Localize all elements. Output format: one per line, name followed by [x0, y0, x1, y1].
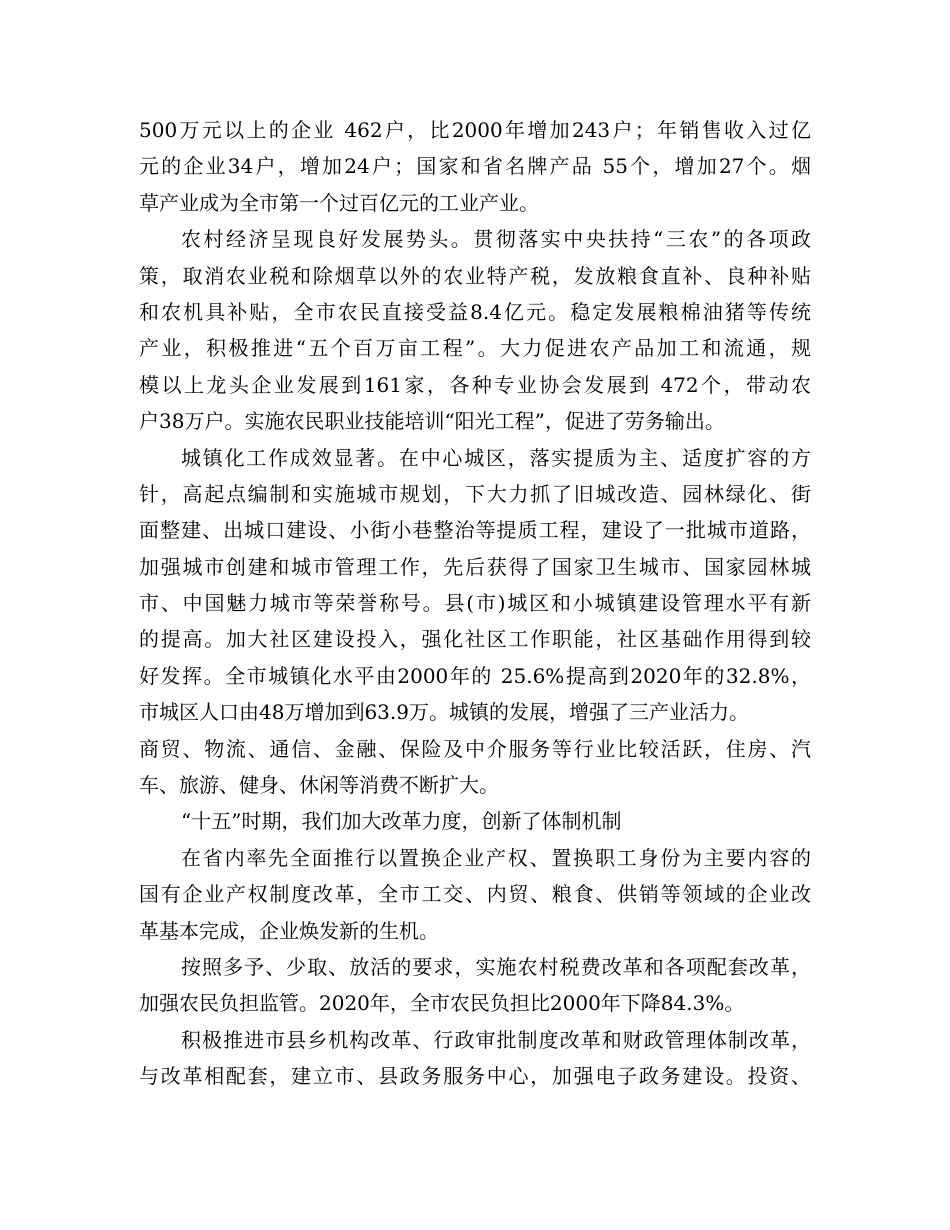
- text-line: 元的企业34户，增加24户；国家和省名牌产品 55个，增加27个。烟: [139, 154, 811, 179]
- text-line: 户38万户。实施农民职业技能培训“阳光工程”，促进了劳务输出。: [139, 409, 725, 434]
- text-line: 加强农民负担监管。2020年，全市农民负担比2000年下降84.3%。: [139, 991, 745, 1016]
- text-line: 模以上龙头企业发展到161家，各种专业协会发展到 472个，带动农: [139, 372, 811, 397]
- text-line: 在省内率先全面推行以置换企业产权、置换职工身份为主要内容的: [181, 845, 811, 870]
- text-line: 500万元以上的企业 462户，比2000年增加243户；年销售收入过亿: [139, 118, 811, 142]
- text-line: 商贸、物流、通信、金融、保险及中介服务等行业比较活跃，住房、汽: [139, 736, 811, 761]
- text-line: 针，高起点编制和实施城市规划，下大力抓了旧城改造、园林绿化、街: [139, 481, 811, 506]
- text-line: 好发挥。全市城镇化水平由2000年的 25.6%提高到2020年的32.8%，: [139, 663, 811, 688]
- text-line: 面整建、出城口建设、小街小巷整治等提质工程，建设了一批城市道路，: [139, 518, 811, 543]
- document-page: [139, 112, 811, 1095]
- text-line: 的提高。加大社区建设投入，强化社区工作职能，社区基础作用得到较: [139, 627, 811, 652]
- text-line: 积极推进市县乡机构改革、行政审批制度改革和财政管理体制改革，: [181, 1027, 811, 1052]
- text-line: 市城区人口由48万增加到63.9万。城镇的发展，增强了三产业活力。: [139, 700, 749, 725]
- text-line: 与改革相配套，建立市、县政务服务中心，加强电子政务建设。投资、: [139, 1064, 811, 1089]
- text-line: 产业，积极推进“五个百万亩工程”。大力促进农产品加工和流通，规: [139, 336, 811, 361]
- text-line: 农村经济呈现良好发展势头。贯彻落实中央扶持“三农”的各项政: [181, 227, 811, 252]
- text-line: 加强城市创建和城市管理工作，先后获得了国家卫生城市、国家园林城: [139, 554, 811, 579]
- text-line: 和农机具补贴，全市农民直接受益8.4亿元。稳定发展粮棉油猪等传统: [139, 299, 811, 324]
- text-line: 按照多予、少取、放活的要求，实施农村税费改革和各项配套改革，: [181, 954, 811, 979]
- text-line: 市、中国魅力城市等荣誉称号。县(市)城区和小城镇建设管理水平有新: [139, 591, 811, 616]
- text-line: 革基本完成，企业焕发新的生机。: [139, 918, 439, 943]
- text-line: 策，取消农业税和除烟草以外的农业特产税，发放粮食直补、良种补贴: [139, 263, 811, 288]
- text-line: 城镇化工作成效显著。在中心城区，落实提质为主、适度扩容的方: [181, 445, 811, 470]
- text-line: 车、旅游、健身、休闲等消费不断扩大。: [139, 773, 499, 798]
- text-line: 草产业成为全市第一个过百亿元的工业产业。: [139, 190, 539, 215]
- section-heading: “十五”时期，我们加大改革力度，创新了体制机制: [181, 809, 622, 834]
- text-line: 国有企业产权制度改革，全市工交、内贸、粮食、供销等领域的企业改: [139, 882, 811, 907]
